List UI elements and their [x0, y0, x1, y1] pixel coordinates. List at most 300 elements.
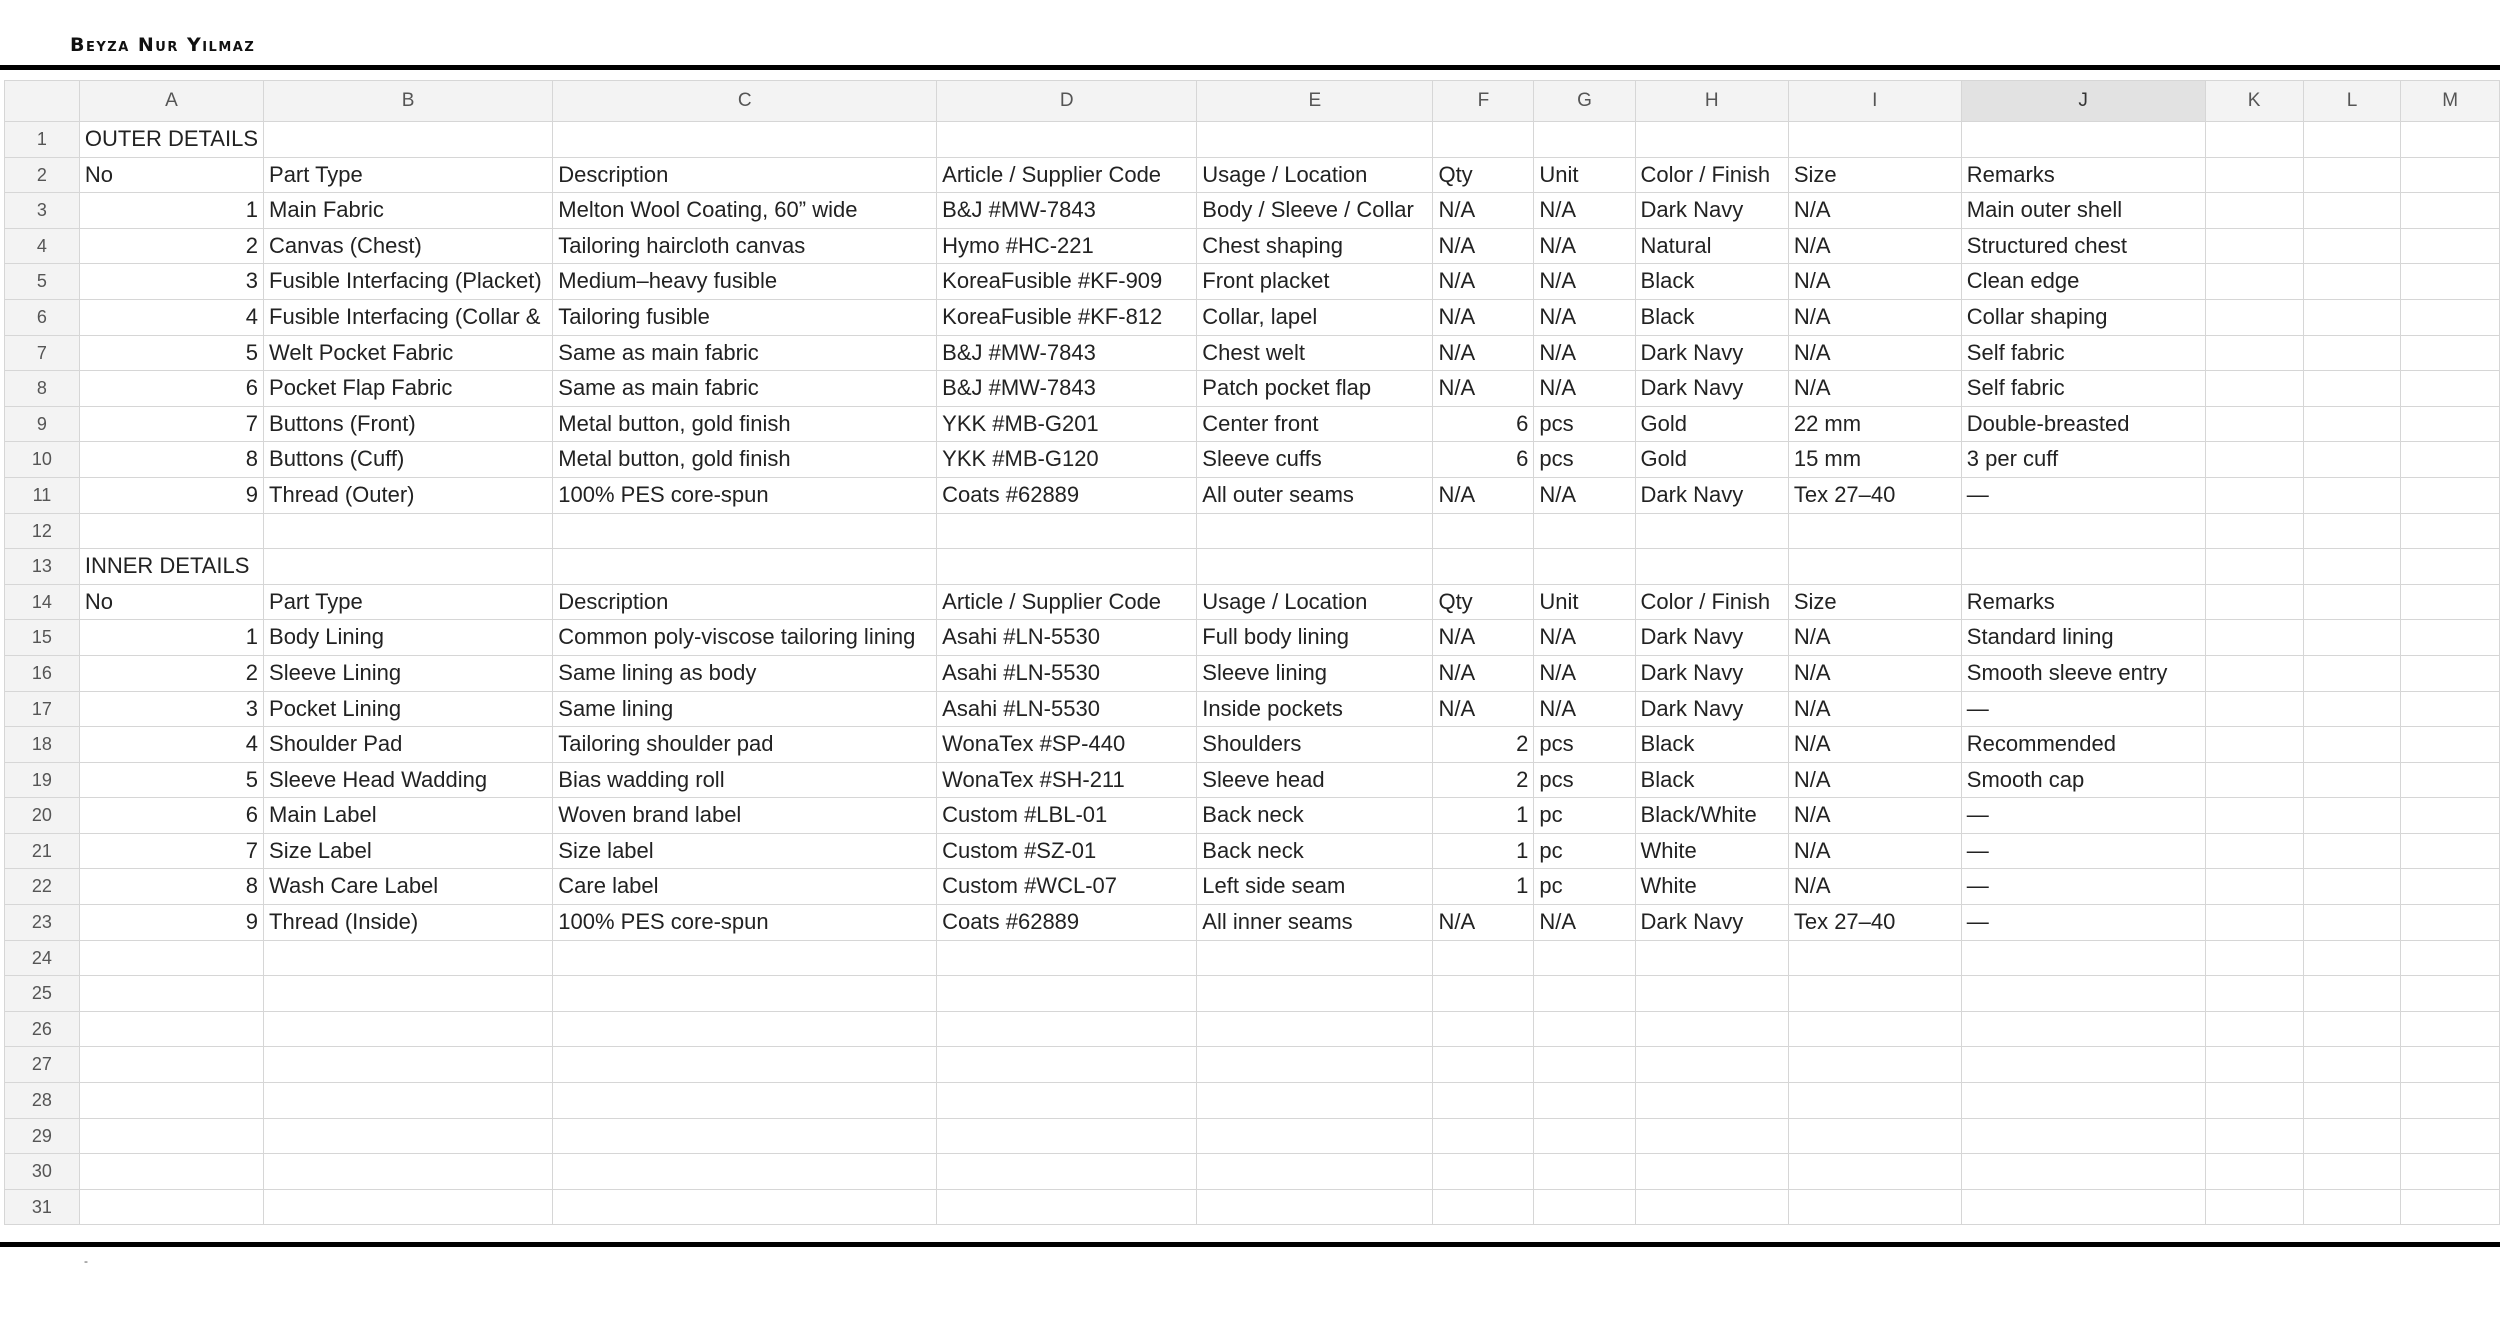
- cell-k1[interactable]: [2205, 122, 2303, 158]
- cell-b14[interactable]: Part Type: [264, 584, 553, 620]
- cell-e2[interactable]: Usage / Location: [1197, 157, 1433, 193]
- cell-j10[interactable]: 3 per cuff: [1961, 442, 2205, 478]
- cell-j13[interactable]: [1961, 549, 2205, 585]
- cell-h6[interactable]: Black: [1635, 299, 1788, 335]
- cell-e18[interactable]: Shoulders: [1197, 727, 1433, 763]
- cell-b29[interactable]: [264, 1118, 553, 1154]
- cell-a29[interactable]: [79, 1118, 263, 1154]
- cell-l10[interactable]: [2303, 442, 2401, 478]
- cell-j21[interactable]: —: [1961, 833, 2205, 869]
- cell-l8[interactable]: [2303, 371, 2401, 407]
- cell-h7[interactable]: Dark Navy: [1635, 335, 1788, 371]
- cell-a30[interactable]: [79, 1154, 263, 1190]
- cell-j9[interactable]: Double-breasted: [1961, 406, 2205, 442]
- cell-g17[interactable]: N/A: [1534, 691, 1635, 727]
- cell-d12[interactable]: [937, 513, 1197, 549]
- cell-g22[interactable]: pc: [1534, 869, 1635, 905]
- cell-m3[interactable]: [2401, 193, 2500, 229]
- cell-k25[interactable]: [2205, 976, 2303, 1012]
- cell-c23[interactable]: 100% PES core-spun: [553, 905, 937, 941]
- cell-g15[interactable]: N/A: [1534, 620, 1635, 656]
- row-header[interactable]: 19: [5, 762, 80, 798]
- cell-j29[interactable]: [1961, 1118, 2205, 1154]
- cell-h10[interactable]: Gold: [1635, 442, 1788, 478]
- cell-g12[interactable]: [1534, 513, 1635, 549]
- cell-c12[interactable]: [553, 513, 937, 549]
- cell-j23[interactable]: —: [1961, 905, 2205, 941]
- cell-k26[interactable]: [2205, 1011, 2303, 1047]
- cell-h4[interactable]: Natural: [1635, 228, 1788, 264]
- cell-j8[interactable]: Self fabric: [1961, 371, 2205, 407]
- cell-g29[interactable]: [1534, 1118, 1635, 1154]
- cell-d28[interactable]: [937, 1083, 1197, 1119]
- cell-a1[interactable]: OUTER DETAILS: [79, 122, 263, 158]
- cell-i15[interactable]: N/A: [1788, 620, 1961, 656]
- cell-m10[interactable]: [2401, 442, 2500, 478]
- cell-h8[interactable]: Dark Navy: [1635, 371, 1788, 407]
- cell-c10[interactable]: Metal button, gold finish: [553, 442, 937, 478]
- cell-e8[interactable]: Patch pocket flap: [1197, 371, 1433, 407]
- cell-e25[interactable]: [1197, 976, 1433, 1012]
- cell-l4[interactable]: [2303, 228, 2401, 264]
- cell-h15[interactable]: Dark Navy: [1635, 620, 1788, 656]
- cell-i2[interactable]: Size: [1788, 157, 1961, 193]
- cell-j6[interactable]: Collar shaping: [1961, 299, 2205, 335]
- cell-f9[interactable]: 6: [1433, 406, 1534, 442]
- column-header-d[interactable]: D: [937, 81, 1197, 122]
- cell-k31[interactable]: [2205, 1189, 2303, 1225]
- cell-h18[interactable]: Black: [1635, 727, 1788, 763]
- cell-l14[interactable]: [2303, 584, 2401, 620]
- cell-g8[interactable]: N/A: [1534, 371, 1635, 407]
- cell-b17[interactable]: Pocket Lining: [264, 691, 553, 727]
- cell-d24[interactable]: [937, 940, 1197, 976]
- cell-b13[interactable]: [264, 549, 553, 585]
- cell-m27[interactable]: [2401, 1047, 2500, 1083]
- cell-e9[interactable]: Center front: [1197, 406, 1433, 442]
- cell-a14[interactable]: No: [79, 584, 263, 620]
- cell-g19[interactable]: pcs: [1534, 762, 1635, 798]
- cell-b18[interactable]: Shoulder Pad: [264, 727, 553, 763]
- cell-i28[interactable]: [1788, 1083, 1961, 1119]
- column-header-a[interactable]: A: [79, 81, 263, 122]
- cell-i20[interactable]: N/A: [1788, 798, 1961, 834]
- cell-c24[interactable]: [553, 940, 937, 976]
- cell-i16[interactable]: N/A: [1788, 655, 1961, 691]
- cell-l18[interactable]: [2303, 727, 2401, 763]
- cell-j2[interactable]: Remarks: [1961, 157, 2205, 193]
- cell-d15[interactable]: Asahi #LN-5530: [937, 620, 1197, 656]
- cell-i29[interactable]: [1788, 1118, 1961, 1154]
- cell-e30[interactable]: [1197, 1154, 1433, 1190]
- cell-i5[interactable]: N/A: [1788, 264, 1961, 300]
- cell-c31[interactable]: [553, 1189, 937, 1225]
- cell-l6[interactable]: [2303, 299, 2401, 335]
- cell-b8[interactable]: Pocket Flap Fabric: [264, 371, 553, 407]
- cell-d30[interactable]: [937, 1154, 1197, 1190]
- cell-m6[interactable]: [2401, 299, 2500, 335]
- cell-j18[interactable]: Recommended: [1961, 727, 2205, 763]
- cell-e19[interactable]: Sleeve head: [1197, 762, 1433, 798]
- cell-j26[interactable]: [1961, 1011, 2205, 1047]
- cell-b31[interactable]: [264, 1189, 553, 1225]
- cell-m28[interactable]: [2401, 1083, 2500, 1119]
- cell-d11[interactable]: Coats #62889: [937, 477, 1197, 513]
- cell-c9[interactable]: Metal button, gold finish: [553, 406, 937, 442]
- row-header[interactable]: 15: [5, 620, 80, 656]
- cell-a7[interactable]: 5: [79, 335, 263, 371]
- cell-f2[interactable]: Qty: [1433, 157, 1534, 193]
- cell-m5[interactable]: [2401, 264, 2500, 300]
- cell-l27[interactable]: [2303, 1047, 2401, 1083]
- cell-d21[interactable]: Custom #SZ-01: [937, 833, 1197, 869]
- cell-i23[interactable]: Tex 27–40: [1788, 905, 1961, 941]
- cell-l12[interactable]: [2303, 513, 2401, 549]
- cell-j5[interactable]: Clean edge: [1961, 264, 2205, 300]
- cell-j30[interactable]: [1961, 1154, 2205, 1190]
- cell-f6[interactable]: N/A: [1433, 299, 1534, 335]
- cell-i13[interactable]: [1788, 549, 1961, 585]
- cell-k22[interactable]: [2205, 869, 2303, 905]
- row-header[interactable]: 11: [5, 477, 80, 513]
- cell-b16[interactable]: Sleeve Lining: [264, 655, 553, 691]
- cell-a8[interactable]: 6: [79, 371, 263, 407]
- cell-h21[interactable]: White: [1635, 833, 1788, 869]
- cell-e16[interactable]: Sleeve lining: [1197, 655, 1433, 691]
- cell-i30[interactable]: [1788, 1154, 1961, 1190]
- cell-i17[interactable]: N/A: [1788, 691, 1961, 727]
- cell-j7[interactable]: Self fabric: [1961, 335, 2205, 371]
- cell-d8[interactable]: B&J #MW-7843: [937, 371, 1197, 407]
- cell-l25[interactable]: [2303, 976, 2401, 1012]
- cell-h24[interactable]: [1635, 940, 1788, 976]
- cell-k7[interactable]: [2205, 335, 2303, 371]
- cell-e15[interactable]: Full body lining: [1197, 620, 1433, 656]
- cell-f7[interactable]: N/A: [1433, 335, 1534, 371]
- cell-e24[interactable]: [1197, 940, 1433, 976]
- cell-l29[interactable]: [2303, 1118, 2401, 1154]
- cell-f22[interactable]: 1: [1433, 869, 1534, 905]
- cell-k5[interactable]: [2205, 264, 2303, 300]
- cell-i31[interactable]: [1788, 1189, 1961, 1225]
- cell-m26[interactable]: [2401, 1011, 2500, 1047]
- cell-c11[interactable]: 100% PES core-spun: [553, 477, 937, 513]
- cell-c15[interactable]: Common poly-viscose tailoring lining: [553, 620, 937, 656]
- cell-j14[interactable]: Remarks: [1961, 584, 2205, 620]
- cell-c16[interactable]: Same lining as body: [553, 655, 937, 691]
- cell-c7[interactable]: Same as main fabric: [553, 335, 937, 371]
- cell-m11[interactable]: [2401, 477, 2500, 513]
- cell-b7[interactable]: Welt Pocket Fabric: [264, 335, 553, 371]
- cell-e3[interactable]: Body / Sleeve / Collar: [1197, 193, 1433, 229]
- cell-a19[interactable]: 5: [79, 762, 263, 798]
- cell-e28[interactable]: [1197, 1083, 1433, 1119]
- cell-f3[interactable]: N/A: [1433, 193, 1534, 229]
- cell-i8[interactable]: N/A: [1788, 371, 1961, 407]
- cell-k16[interactable]: [2205, 655, 2303, 691]
- cell-l19[interactable]: [2303, 762, 2401, 798]
- cell-d14[interactable]: Article / Supplier Code: [937, 584, 1197, 620]
- cell-g31[interactable]: [1534, 1189, 1635, 1225]
- cell-l7[interactable]: [2303, 335, 2401, 371]
- cell-d13[interactable]: [937, 549, 1197, 585]
- row-header[interactable]: 6: [5, 299, 80, 335]
- cell-e27[interactable]: [1197, 1047, 1433, 1083]
- column-header-h[interactable]: H: [1635, 81, 1788, 122]
- cell-g26[interactable]: [1534, 1011, 1635, 1047]
- cell-g24[interactable]: [1534, 940, 1635, 976]
- cell-l15[interactable]: [2303, 620, 2401, 656]
- cell-i21[interactable]: N/A: [1788, 833, 1961, 869]
- cell-m1[interactable]: [2401, 122, 2500, 158]
- cell-b5[interactable]: Fusible Interfacing (Placket): [264, 264, 553, 300]
- row-header[interactable]: 8: [5, 371, 80, 407]
- row-header[interactable]: 14: [5, 584, 80, 620]
- cell-b27[interactable]: [264, 1047, 553, 1083]
- cell-i7[interactable]: N/A: [1788, 335, 1961, 371]
- cell-e31[interactable]: [1197, 1189, 1433, 1225]
- row-header[interactable]: 5: [5, 264, 80, 300]
- cell-i1[interactable]: [1788, 122, 1961, 158]
- cell-k10[interactable]: [2205, 442, 2303, 478]
- cell-h1[interactable]: [1635, 122, 1788, 158]
- cell-g13[interactable]: [1534, 549, 1635, 585]
- cell-f12[interactable]: [1433, 513, 1534, 549]
- row-header[interactable]: 20: [5, 798, 80, 834]
- cell-h29[interactable]: [1635, 1118, 1788, 1154]
- cell-a9[interactable]: 7: [79, 406, 263, 442]
- cell-m14[interactable]: [2401, 584, 2500, 620]
- cell-j22[interactable]: —: [1961, 869, 2205, 905]
- cell-d2[interactable]: Article / Supplier Code: [937, 157, 1197, 193]
- cell-k6[interactable]: [2205, 299, 2303, 335]
- row-header[interactable]: 13: [5, 549, 80, 585]
- cell-e10[interactable]: Sleeve cuffs: [1197, 442, 1433, 478]
- cell-f20[interactable]: 1: [1433, 798, 1534, 834]
- cell-f4[interactable]: N/A: [1433, 228, 1534, 264]
- cell-l11[interactable]: [2303, 477, 2401, 513]
- cell-b30[interactable]: [264, 1154, 553, 1190]
- cell-k8[interactable]: [2205, 371, 2303, 407]
- cell-g27[interactable]: [1534, 1047, 1635, 1083]
- cell-d9[interactable]: YKK #MB-G201: [937, 406, 1197, 442]
- cell-e5[interactable]: Front placket: [1197, 264, 1433, 300]
- cell-g1[interactable]: [1534, 122, 1635, 158]
- row-header[interactable]: 18: [5, 727, 80, 763]
- cell-g18[interactable]: pcs: [1534, 727, 1635, 763]
- cell-i9[interactable]: 22 mm: [1788, 406, 1961, 442]
- cell-g28[interactable]: [1534, 1083, 1635, 1119]
- cell-g5[interactable]: N/A: [1534, 264, 1635, 300]
- cell-d20[interactable]: Custom #LBL-01: [937, 798, 1197, 834]
- cell-a3[interactable]: 1: [79, 193, 263, 229]
- cell-j25[interactable]: [1961, 976, 2205, 1012]
- row-header[interactable]: 2: [5, 157, 80, 193]
- cell-e7[interactable]: Chest welt: [1197, 335, 1433, 371]
- cell-l22[interactable]: [2303, 869, 2401, 905]
- cell-a31[interactable]: [79, 1189, 263, 1225]
- cell-m12[interactable]: [2401, 513, 2500, 549]
- cell-g16[interactable]: N/A: [1534, 655, 1635, 691]
- cell-e6[interactable]: Collar, lapel: [1197, 299, 1433, 335]
- cell-l13[interactable]: [2303, 549, 2401, 585]
- cell-e21[interactable]: Back neck: [1197, 833, 1433, 869]
- cell-c29[interactable]: [553, 1118, 937, 1154]
- cell-h14[interactable]: Color / Finish: [1635, 584, 1788, 620]
- cell-l9[interactable]: [2303, 406, 2401, 442]
- cell-f24[interactable]: [1433, 940, 1534, 976]
- cell-c26[interactable]: [553, 1011, 937, 1047]
- cell-l24[interactable]: [2303, 940, 2401, 976]
- cell-c20[interactable]: Woven brand label: [553, 798, 937, 834]
- cell-j27[interactable]: [1961, 1047, 2205, 1083]
- cell-l2[interactable]: [2303, 157, 2401, 193]
- column-header-e[interactable]: E: [1197, 81, 1433, 122]
- cell-m20[interactable]: [2401, 798, 2500, 834]
- cell-f30[interactable]: [1433, 1154, 1534, 1190]
- cell-e11[interactable]: All outer seams: [1197, 477, 1433, 513]
- row-header[interactable]: 30: [5, 1154, 80, 1190]
- cell-k17[interactable]: [2205, 691, 2303, 727]
- cell-j3[interactable]: Main outer shell: [1961, 193, 2205, 229]
- cell-k19[interactable]: [2205, 762, 2303, 798]
- cell-i24[interactable]: [1788, 940, 1961, 976]
- cell-d31[interactable]: [937, 1189, 1197, 1225]
- cell-h3[interactable]: Dark Navy: [1635, 193, 1788, 229]
- cell-b1[interactable]: [264, 122, 553, 158]
- cell-c4[interactable]: Tailoring haircloth canvas: [553, 228, 937, 264]
- cell-i22[interactable]: N/A: [1788, 869, 1961, 905]
- cell-b25[interactable]: [264, 976, 553, 1012]
- column-header-c[interactable]: C: [553, 81, 937, 122]
- cell-d23[interactable]: Coats #62889: [937, 905, 1197, 941]
- cell-d1[interactable]: [937, 122, 1197, 158]
- row-header[interactable]: 17: [5, 691, 80, 727]
- cell-l30[interactable]: [2303, 1154, 2401, 1190]
- cell-e29[interactable]: [1197, 1118, 1433, 1154]
- cell-m9[interactable]: [2401, 406, 2500, 442]
- cell-h23[interactable]: Dark Navy: [1635, 905, 1788, 941]
- cell-b28[interactable]: [264, 1083, 553, 1119]
- cell-f8[interactable]: N/A: [1433, 371, 1534, 407]
- cell-b24[interactable]: [264, 940, 553, 976]
- cell-k23[interactable]: [2205, 905, 2303, 941]
- cell-b9[interactable]: Buttons (Front): [264, 406, 553, 442]
- cell-h19[interactable]: Black: [1635, 762, 1788, 798]
- cell-b12[interactable]: [264, 513, 553, 549]
- cell-f29[interactable]: [1433, 1118, 1534, 1154]
- cell-a12[interactable]: [79, 513, 263, 549]
- cell-m23[interactable]: [2401, 905, 2500, 941]
- row-header[interactable]: 27: [5, 1047, 80, 1083]
- cell-g3[interactable]: N/A: [1534, 193, 1635, 229]
- column-header-j[interactable]: J: [1961, 81, 2205, 122]
- cell-e13[interactable]: [1197, 549, 1433, 585]
- cell-e26[interactable]: [1197, 1011, 1433, 1047]
- cell-l23[interactable]: [2303, 905, 2401, 941]
- cell-k20[interactable]: [2205, 798, 2303, 834]
- cell-k3[interactable]: [2205, 193, 2303, 229]
- cell-h28[interactable]: [1635, 1083, 1788, 1119]
- cell-b4[interactable]: Canvas (Chest): [264, 228, 553, 264]
- cell-k30[interactable]: [2205, 1154, 2303, 1190]
- cell-d10[interactable]: YKK #MB-G120: [937, 442, 1197, 478]
- row-header[interactable]: 28: [5, 1083, 80, 1119]
- cell-k2[interactable]: [2205, 157, 2303, 193]
- cell-a22[interactable]: 8: [79, 869, 263, 905]
- cell-a18[interactable]: 4: [79, 727, 263, 763]
- row-header[interactable]: 25: [5, 976, 80, 1012]
- cell-e4[interactable]: Chest shaping: [1197, 228, 1433, 264]
- cell-d6[interactable]: KoreaFusible #KF-812: [937, 299, 1197, 335]
- row-header[interactable]: 1: [5, 122, 80, 158]
- cell-m8[interactable]: [2401, 371, 2500, 407]
- cell-c21[interactable]: Size label: [553, 833, 937, 869]
- cell-c6[interactable]: Tailoring fusible: [553, 299, 937, 335]
- column-header-i[interactable]: I: [1788, 81, 1961, 122]
- cell-m4[interactable]: [2401, 228, 2500, 264]
- cell-h11[interactable]: Dark Navy: [1635, 477, 1788, 513]
- cell-f11[interactable]: N/A: [1433, 477, 1534, 513]
- cell-j28[interactable]: [1961, 1083, 2205, 1119]
- cell-m16[interactable]: [2401, 655, 2500, 691]
- cell-k18[interactable]: [2205, 727, 2303, 763]
- cell-i25[interactable]: [1788, 976, 1961, 1012]
- cell-m30[interactable]: [2401, 1154, 2500, 1190]
- row-header[interactable]: 4: [5, 228, 80, 264]
- cell-l21[interactable]: [2303, 833, 2401, 869]
- row-header[interactable]: 16: [5, 655, 80, 691]
- cell-f15[interactable]: N/A: [1433, 620, 1534, 656]
- cell-m24[interactable]: [2401, 940, 2500, 976]
- cell-g23[interactable]: N/A: [1534, 905, 1635, 941]
- cell-j31[interactable]: [1961, 1189, 2205, 1225]
- cell-c5[interactable]: Medium–heavy fusible: [553, 264, 937, 300]
- cell-a23[interactable]: 9: [79, 905, 263, 941]
- cell-h27[interactable]: [1635, 1047, 1788, 1083]
- cell-c8[interactable]: Same as main fabric: [553, 371, 937, 407]
- cell-k15[interactable]: [2205, 620, 2303, 656]
- cell-b6[interactable]: Fusible Interfacing (Collar &: [264, 299, 553, 335]
- cell-c13[interactable]: [553, 549, 937, 585]
- cell-h2[interactable]: Color / Finish: [1635, 157, 1788, 193]
- cell-c22[interactable]: Care label: [553, 869, 937, 905]
- cell-b10[interactable]: Buttons (Cuff): [264, 442, 553, 478]
- cell-b2[interactable]: Part Type: [264, 157, 553, 193]
- cell-l31[interactable]: [2303, 1189, 2401, 1225]
- cell-f23[interactable]: N/A: [1433, 905, 1534, 941]
- cell-f10[interactable]: 6: [1433, 442, 1534, 478]
- cell-b3[interactable]: Main Fabric: [264, 193, 553, 229]
- cell-f5[interactable]: N/A: [1433, 264, 1534, 300]
- column-header-m[interactable]: M: [2401, 81, 2500, 122]
- cell-h17[interactable]: Dark Navy: [1635, 691, 1788, 727]
- cell-i3[interactable]: N/A: [1788, 193, 1961, 229]
- cell-a20[interactable]: 6: [79, 798, 263, 834]
- cell-c1[interactable]: [553, 122, 937, 158]
- cell-l1[interactable]: [2303, 122, 2401, 158]
- row-header[interactable]: 7: [5, 335, 80, 371]
- cell-l28[interactable]: [2303, 1083, 2401, 1119]
- cell-d22[interactable]: Custom #WCL-07: [937, 869, 1197, 905]
- cell-j19[interactable]: Smooth cap: [1961, 762, 2205, 798]
- row-header[interactable]: 22: [5, 869, 80, 905]
- cell-h25[interactable]: [1635, 976, 1788, 1012]
- row-header[interactable]: 31: [5, 1189, 80, 1225]
- cell-d18[interactable]: WonaTex #SP-440: [937, 727, 1197, 763]
- cell-a24[interactable]: [79, 940, 263, 976]
- cell-g10[interactable]: pcs: [1534, 442, 1635, 478]
